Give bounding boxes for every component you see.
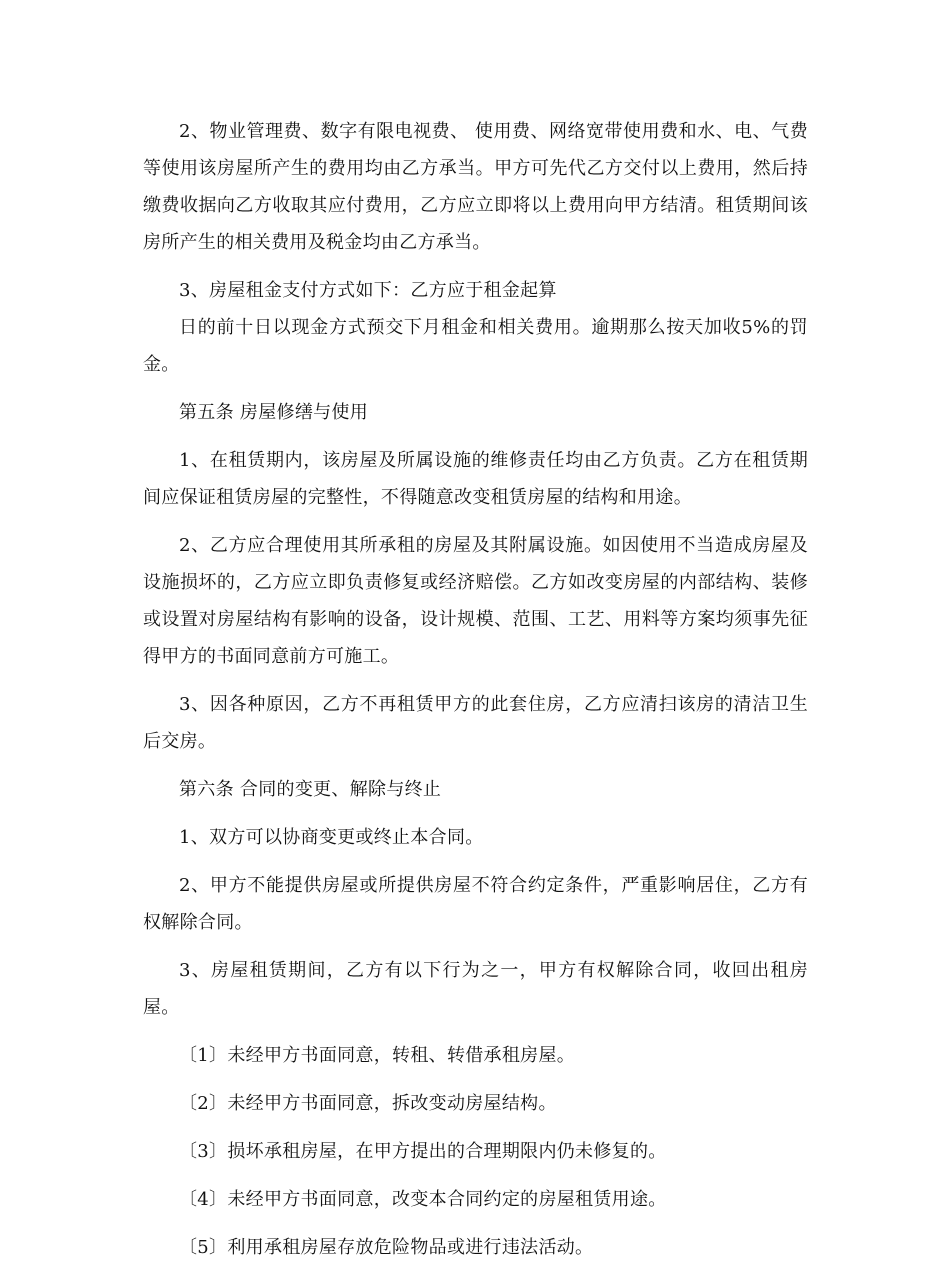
paragraph-landlord-termination: 3、房屋租赁期间，乙方有以下行为之一，甲方有权解除合同，收回出租房屋。 — [143, 960, 808, 1018]
paragraph-rent-payment: 3、房屋租金支付方式如下：乙方应于租金起算 — [179, 280, 557, 301]
list-item-5: 〔5〕利用承租房屋存放危险物品或进行违法活动。 — [179, 1237, 594, 1258]
section-heading-6: 第六条 合同的变更、解除与终止 — [179, 779, 442, 800]
list-item-1: 〔1〕未经甲方书面同意，转租、转借承租房屋。 — [179, 1045, 576, 1066]
paragraph-handover: 3、因各种原因，乙方不再租赁甲方的此套住房，乙方应清扫该房的清洁卫生后交房。 — [143, 694, 808, 752]
list-item-3: 〔3〕损坏承租房屋，在甲方提出的合理期限内仍未修复的。 — [179, 1141, 667, 1162]
paragraph-fees: 2、物业管理费、数字有限电视费、 使用费、网络宽带使用费和水、电、气费等使用该房屋所产生的费用均由乙方承当。甲方可先代乙方交付以上费用，然后持缴费收据向乙方收取其应付费用，乙方应立即将以上费用向甲方结清。租赁期间该房所产生的相关费用及税金均由乙方承当。 — [143, 121, 808, 253]
section-heading-5: 第五条 房屋修缮与使用 — [179, 402, 369, 423]
list-item-4: 〔4〕未经甲方书面同意，改变本合同约定的房屋租赁用途。 — [179, 1189, 667, 1210]
document-page — [143, 113, 808, 1277]
paragraph-rent-payment-continued: 日的前十日以现金方式预交下月租金和相关费用。逾期那么按天加收5%的罚金。 — [143, 317, 808, 375]
paragraph-repair-responsibility: 1、在租赁期内，该房屋及所属设施的维修责任均由乙方负责。乙方在租赁期间应保证租赁房屋的完整性，不得随意改变租赁房屋的结构和用途。 — [143, 450, 808, 508]
list-item-2: 〔2〕未经甲方书面同意，拆改变动房屋结构。 — [179, 1093, 557, 1114]
paragraph-negotiate-change: 1、双方可以协商变更或终止本合同。 — [179, 827, 484, 848]
paragraph-proper-use: 2、乙方应合理使用其所承租的房屋及其附属设施。如因使用不当造成房屋及设施损坏的，乙方应立即负责修复或经济赔偿。乙方如改变房屋的内部结构、装修或设置对房屋结构有影响的设备，设计规模、范围、工艺、用料等方案均须事先征得甲方的书面同意前方可施工。 — [143, 535, 808, 667]
paragraph-tenant-termination: 2、甲方不能提供房屋或所提供房屋不符合约定条件，严重影响居住，乙方有权解除合同。 — [143, 875, 808, 933]
